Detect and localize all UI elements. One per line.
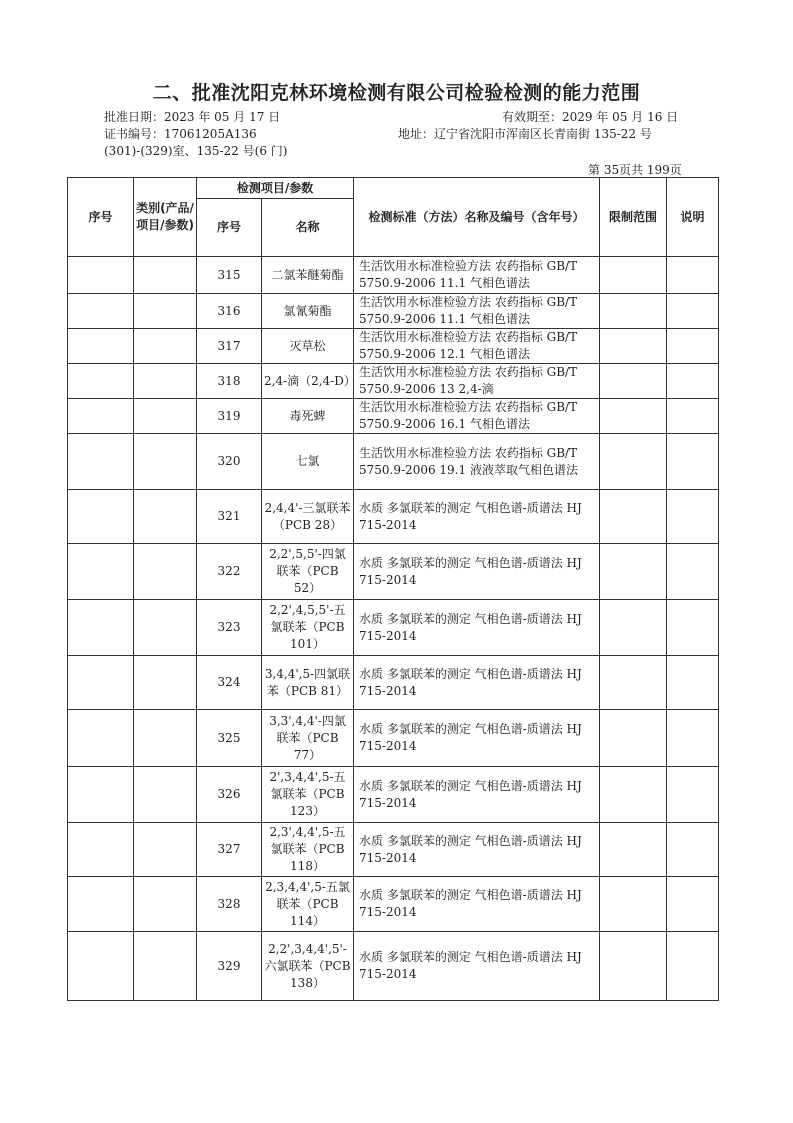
header-items: 检测项目/参数 [197,178,354,199]
limit-cell [600,434,667,490]
standard-text: 生活饮用水标准检验方法 农药指标 GB/T 5750.9-2006 19.1 液液萃取气相色谱法 [354,434,600,490]
limit-cell [600,932,667,1001]
item-name: 2,2',5,5'-四氯联苯（PCB 52） [262,544,354,600]
category-cell [134,823,197,877]
limit-cell [600,767,667,823]
item-name: 灭草松 [262,329,354,364]
item-name: 二氯苯醚菊酯 [262,257,354,294]
row-seq-cell [68,877,134,932]
header-limit: 限制范围 [600,178,667,257]
certificate-number: 证书编号：17061205A136 [104,127,257,141]
row-seq-cell [68,329,134,364]
row-seq-cell [68,710,134,767]
row-seq-cell [68,600,134,656]
note-cell [667,710,719,767]
limit-cell [600,329,667,364]
item-name: 毒死蜱 [262,399,354,434]
item-seq: 323 [197,600,262,656]
standard-text: 生活饮用水标准检验方法 农药指标 GB/T 5750.9-2006 12.1 气相色谱法 [354,329,600,364]
note-cell [667,823,719,877]
table-row [68,329,719,364]
item-seq: 329 [197,932,262,1001]
row-seq-cell [68,544,134,600]
note-cell [667,600,719,656]
table-row [68,767,719,823]
limit-cell [600,294,667,329]
item-seq: 320 [197,434,262,490]
note-cell [667,294,719,329]
limit-cell [600,823,667,877]
category-cell [134,257,197,294]
limit-cell [600,600,667,656]
note-cell [667,767,719,823]
item-seq: 318 [197,364,262,399]
standard-text: 生活饮用水标准检验方法 农药指标 GB/T 5750.9-2006 11.1 气相色谱法 [354,294,600,329]
header-seq: 序号 [68,178,134,257]
standard-text: 水质 多氯联苯的测定 气相色谱-质谱法 HJ 715-2014 [354,823,600,877]
header-category: 类别(产品/项目/参数) [134,178,197,257]
note-cell [667,544,719,600]
category-cell [134,294,197,329]
category-cell [134,364,197,399]
header-item-seq: 序号 [197,199,262,257]
standard-text: 水质 多氯联苯的测定 气相色谱-质谱法 HJ 715-2014 [354,490,600,544]
table-row [68,823,719,877]
item-seq: 328 [197,877,262,932]
standard-text: 生活饮用水标准检验方法 农药指标 GB/T 5750.9-2006 16.1 气相色谱法 [354,399,600,434]
category-cell [134,329,197,364]
note-cell [667,434,719,490]
standard-text: 水质 多氯联苯的测定 气相色谱-质谱法 HJ 715-2014 [354,544,600,600]
category-cell [134,932,197,1001]
standard-text: 水质 多氯联苯的测定 气相色谱-质谱法 HJ 715-2014 [354,877,600,932]
category-cell [134,490,197,544]
row-seq-cell [68,294,134,329]
table-row [68,710,719,767]
row-seq-cell [68,399,134,434]
standard-text: 水质 多氯联苯的测定 气相色谱-质谱法 HJ 715-2014 [354,710,600,767]
category-cell [134,710,197,767]
table-row [68,434,719,490]
row-seq-cell [68,257,134,294]
note-cell [667,877,719,932]
item-name: 2,3',4,4',5-五氯联苯（PCB 118） [262,823,354,877]
note-cell [667,329,719,364]
category-cell [134,877,197,932]
page-number: 第 35页共 199页 [588,163,682,177]
category-cell [134,434,197,490]
note-cell [667,399,719,434]
table-row [68,877,719,932]
page-title: 二、批准沈阳克林环境检测有限公司检验检测的能力范围 [152,82,641,104]
table-row [68,932,719,1001]
standard-text: 水质 多氯联苯的测定 气相色谱-质谱法 HJ 715-2014 [354,932,600,1001]
standard-text: 生活饮用水标准检验方法 农药指标 GB/T 5750.9-2006 11.1 气相色谱法 [354,257,600,294]
table-row [68,257,719,294]
category-cell [134,544,197,600]
table-row [68,656,719,710]
standard-text: 生活饮用水标准检验方法 农药指标 GB/T 5750.9-2006 13 2,4-滴 [354,364,600,399]
table-row [68,600,719,656]
item-seq: 317 [197,329,262,364]
standard-text: 水质 多氯联苯的测定 气相色谱-质谱法 HJ 715-2014 [354,656,600,710]
capability-table [67,177,719,1001]
standard-text: 水质 多氯联苯的测定 气相色谱-质谱法 HJ 715-2014 [354,600,600,656]
note-cell [667,490,719,544]
item-name: 2,3,4,4',5-五氯联苯（PCB 114） [262,877,354,932]
note-cell [667,932,719,1001]
address: 地址：辽宁省沈阳市浑南区长青南街 135-22 号 [398,127,652,141]
standard-text: 水质 多氯联苯的测定 气相色谱-质谱法 HJ 715-2014 [354,767,600,823]
item-seq: 324 [197,656,262,710]
valid-until: 有效期至：2029 年 05 月 16 日 [502,110,679,124]
limit-cell [600,877,667,932]
header-note: 说明 [667,178,719,257]
limit-cell [600,364,667,399]
note-cell [667,257,719,294]
category-cell [134,399,197,434]
category-cell [134,767,197,823]
header-standard: 检测标准（方法）名称及编号（含年号） [354,178,600,257]
item-seq: 321 [197,490,262,544]
category-cell [134,656,197,710]
limit-cell [600,257,667,294]
limit-cell [600,490,667,544]
item-seq: 325 [197,710,262,767]
table-row [68,544,719,600]
item-seq: 316 [197,294,262,329]
limit-cell [600,656,667,710]
item-seq: 319 [197,399,262,434]
item-seq: 315 [197,257,262,294]
item-name: 七氯 [262,434,354,490]
row-seq-cell [68,932,134,1001]
note-cell [667,364,719,399]
limit-cell [600,544,667,600]
row-seq-cell [68,767,134,823]
row-seq-cell [68,823,134,877]
row-seq-cell [68,364,134,399]
item-name: 2,2',4,5,5'-五氯联苯（PCB 101） [262,600,354,656]
item-name: 3,4,4',5-四氯联苯（PCB 81） [262,656,354,710]
category-cell [134,600,197,656]
note-cell [667,656,719,710]
item-name: 氯氰菊酯 [262,294,354,329]
item-name: 2,4-滴（2,4-D） [262,364,354,399]
item-seq: 326 [197,767,262,823]
limit-cell [600,710,667,767]
row-seq-cell [68,656,134,710]
item-seq: 327 [197,823,262,877]
item-name: 2',3,4,4',5-五氯联苯（PCB 123） [262,767,354,823]
table-row [68,490,719,544]
header-item-name: 名称 [262,199,354,257]
table-row [68,294,719,329]
item-seq: 322 [197,544,262,600]
address-continuation: (301)-(329)室、135-22 号(6 门) [104,144,288,158]
limit-cell [600,399,667,434]
item-name: 2,4,4'-三氯联苯（PCB 28） [262,490,354,544]
item-name: 3,3',4,4'-四氯联苯（PCB 77） [262,710,354,767]
row-seq-cell [68,490,134,544]
approval-date: 批准日期：2023 年 05 月 17 日 [104,110,281,124]
item-name: 2,2',3,4,4',5'-六氯联苯（PCB 138） [262,932,354,1001]
table-row [68,399,719,434]
table-row [68,364,719,399]
row-seq-cell [68,434,134,490]
